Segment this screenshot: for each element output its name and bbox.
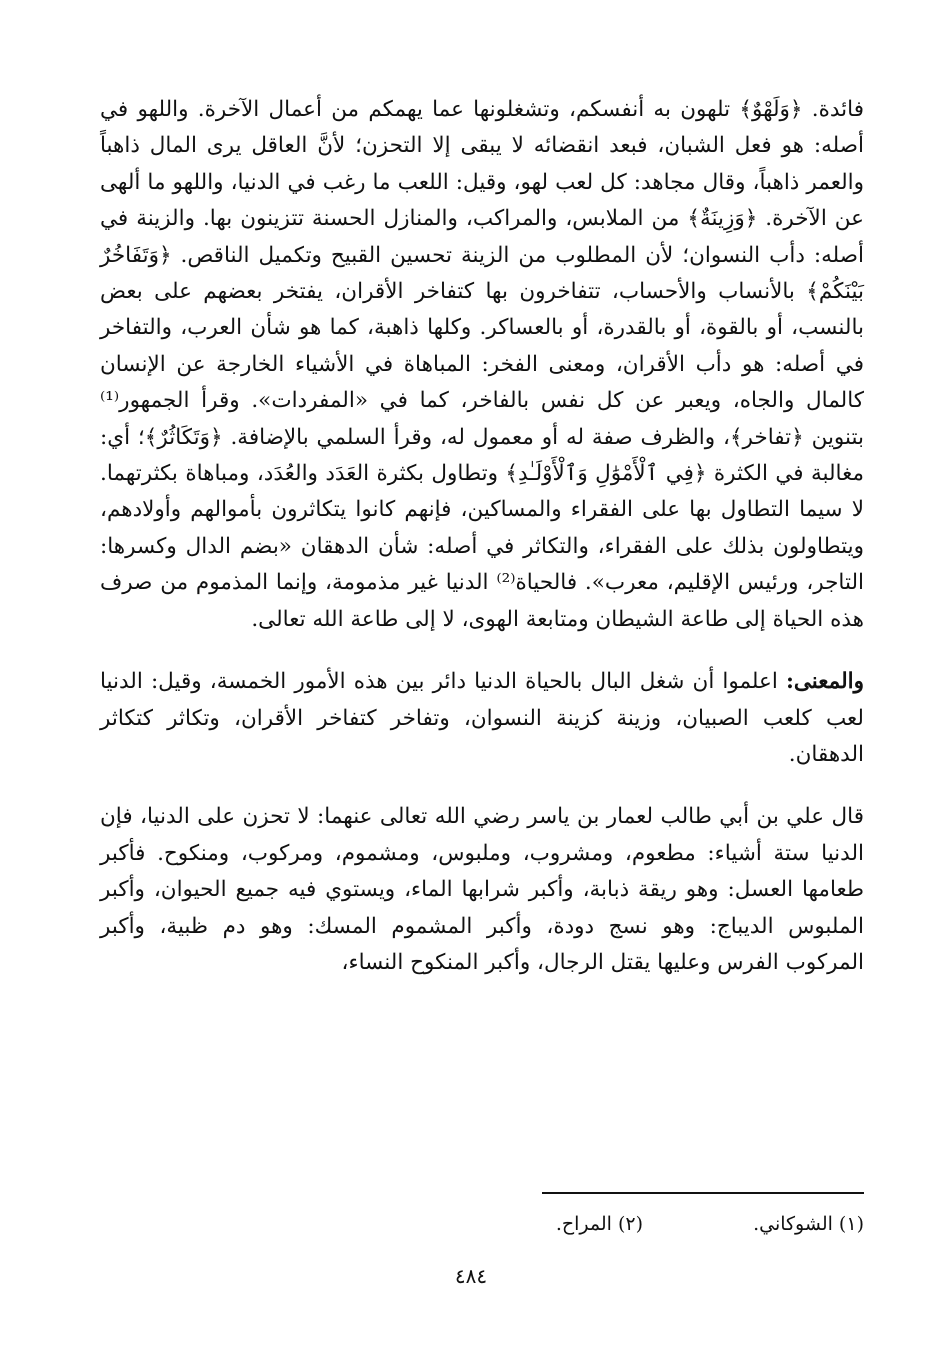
text-line: قال علي بن أبي طالب لعمار بن ياسر رضي الله تعالى عنهما: لا تحزن على: [197, 804, 864, 830]
text-line: ويعبر عن كل نفس بالفاخر، كما في «المفردات». وقرأ الجمهور⁽¹⁾ بتنوين: [100, 388, 864, 450]
text-line: اعلموا أن شغل البال بالحياة الدنيا دائر بين هذه الأمور الخمسة،: [209, 669, 786, 695]
text-line: الأقران، ومعنى الفخر: المباهاة في الأشياء الخارجة عن الإنسان كالمال والجاه،: [100, 351, 864, 414]
text-line: الهوى، لا إلى طاعة الله تعالى.: [251, 606, 519, 632]
text-line: الدهقان «بضم الدال وكسرها: التاجر، ورئيس الإقليم، معرب». فالحياة⁽²⁾ الدنيا: [100, 533, 864, 596]
text-line: الدنيا، واللهو ما ألهى عن الآخرة. ﴿وَزِينَةٌ﴾ من الملابس، والمراكب، والمنازل: [100, 169, 864, 232]
paragraph-lead: والمعنى:: [785, 669, 864, 695]
paragraph-p2: [100, 664, 864, 773]
text-line: غير مذمومة، وإنما المذموم من صرف هذه الحياة إلى طاعة الشيطان ومتابعة: [100, 570, 864, 632]
text-line: بها كتفاخر الأقران، يفتخر بعضهم على بعض بالنسب، أو بالقوة، أو بالقدرة، أو: [100, 279, 864, 341]
text-line: بكثرتهما. لا سيما التطاول بها على الفقراء والمساكين، فإنهم كانوا يتكاثرون: [100, 461, 864, 523]
footnote-2: (٢) المراح.: [555, 1213, 644, 1235]
text-line: جميع الحيوان، وأكبر الملبوس الديباج: وهو نسج دودة، وأكبر المشموم المسك:: [100, 877, 864, 939]
text-line: وقيل: الدنيا لعب كلعب الصبيان، وزينة كزينة النسوان، وتفاخر كتفاخر الأقران،: [100, 669, 864, 731]
text-line: الحسنة تتزينون بها. والزينة في أصله: دأب النسوان؛ لأن المطلوب من الزينة: [100, 206, 864, 268]
text-line: بالعساكر. وكلها ذاهبة، كما هو شأن العرب، والتفاخر في أصله: هو دأب: [100, 315, 864, 377]
text-line: أي: مغالبة في الكثرة ﴿فِي ٱلْأَمْوَٰلِ وَٱلْأَوْلَـٰدِ﴾ وتطاول بكثرة العَدَد والعُدَد، ومباهاة: [100, 424, 864, 487]
text-line: فائدة. ﴿وَلَهْوٌ﴾ تلهون به أنفسكم، وتشغلونها عما يهمكم من أعمال الآخرة. واللهو: [137, 97, 864, 122]
paragraph-p1: [100, 92, 864, 638]
text-line: بأموالهم وأولادهم، ويتطاولون بذلك على الفقراء، والتكاثر في أصله: شأن: [100, 497, 865, 559]
footnote-separator: [542, 1192, 864, 1194]
page-number: ٤٨٤: [454, 1264, 488, 1288]
footnote-1: (١) الشوكاني.: [753, 1213, 864, 1235]
text-line: وتكاثر كتكاثر الدهقان.: [100, 705, 864, 767]
text-line: ومنكوح. فأكبر طعامها العسل: وهو ريقة ذبابة، وأكبر شرابها الماء، ويستوي فيه: [100, 840, 864, 903]
body-text: [100, 92, 864, 981]
footnotes: [556, 1210, 864, 1238]
text-line: تحسين القبيح وتكميل الناقص. ﴿وَتَفَاخُرٌ بَيْنَكُمْ﴾ بالأنساب والأحساب، تتفاخرون: [100, 242, 864, 305]
text-line: وهو دم ظبية، وأكبر المركوب الفرس وعليها يقتل الرجال، وأكبر المنكوح النساء،: [100, 913, 864, 975]
text-line: المال ذاهباً والعمر ذاهباً، وقال مجاهد: كل لعب لهو، وقيل: اللعب ما رغب في: [100, 133, 864, 195]
paragraph-p3: [100, 799, 864, 981]
text-line: في أصله: هو فعل الشبان، فبعد انقضائه لا يبقى إلا التحزن؛ لأنَّ العاقل يرى: [100, 97, 864, 159]
text-line: الدنيا، فإن الدنيا ستة أشياء: مطعوم، ومشروب، وملبوس، ومشموم، ومركوب،: [100, 804, 864, 866]
text-line: ﴿تفاخر﴾، والظرف صفة له أو معمول له، وقرأ السلمي بالإضافة. ﴿وَتَكَاثُرٌ﴾؛: [137, 424, 804, 450]
